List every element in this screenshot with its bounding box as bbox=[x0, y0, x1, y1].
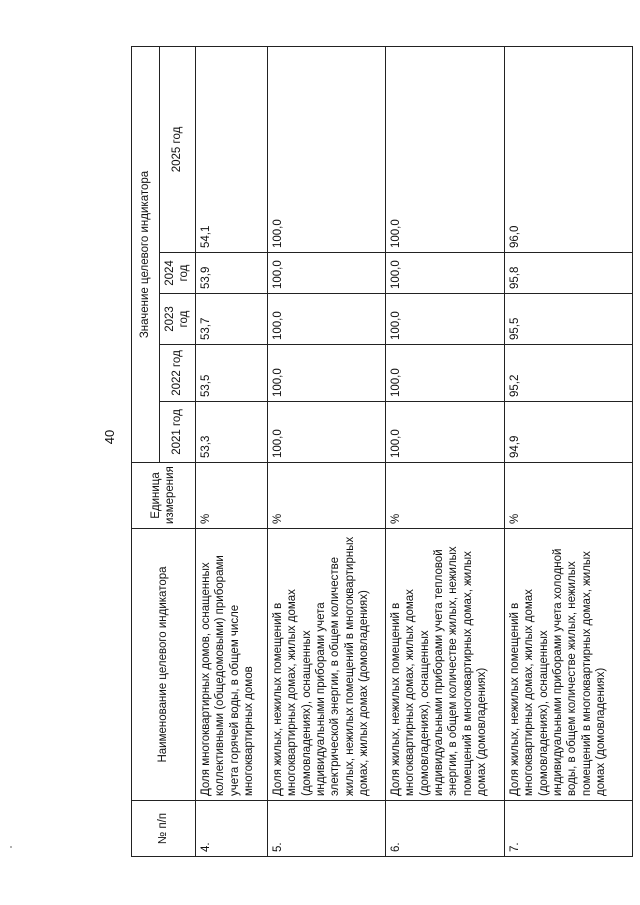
row-unit: % bbox=[267, 463, 385, 529]
row-value-2025: 54,1 bbox=[195, 46, 267, 252]
row-value-2024: 53,9 bbox=[195, 253, 267, 294]
scan-dot bbox=[10, 846, 12, 848]
row-unit: % bbox=[385, 463, 504, 529]
row-indicator-name: Доля многоквартирных домов, оснащенных коллективными (общедомовыми) приборами учета горячей воды, в общем числе многоквартирных домов bbox=[195, 529, 267, 801]
header-year-2023: 2023 год bbox=[160, 294, 196, 345]
row-value-2022: 53,5 bbox=[195, 345, 267, 402]
header-year-2022: 2022 год bbox=[160, 345, 196, 402]
row-indicator-name: Доля жилых, нежилых помещений в многоквартирных домах, жилых домах (домовладениях), оснащенных индивидуальными приборами учета тепловой энергии, в общем количестве жилых, нежилых помещений в многоквартирных домах, жилых домах (домовладениях) bbox=[385, 529, 504, 801]
row-value-2022: 95,2 bbox=[504, 345, 632, 402]
row-value-2021: 100,0 bbox=[267, 402, 385, 463]
row-value-2023: 95,5 bbox=[504, 294, 632, 345]
header-unit: Единица измерения bbox=[132, 463, 196, 529]
table-row bbox=[504, 46, 632, 856]
header-year-2021: 2021 год bbox=[160, 402, 196, 463]
header-name: Наименование целевого индикатора bbox=[132, 529, 196, 801]
row-number: 5. bbox=[267, 801, 385, 857]
row-unit: % bbox=[195, 463, 267, 529]
row-indicator-name: Доля жилых, нежилых помещений в многоквартирных домах, жилых домах (домовладениях), оснащенных индивидуальными приборами учета холодной воды, в общем количестве жилых, нежилых помещений в многоквартирных домах, жилых домах (домовладениях) bbox=[504, 529, 632, 801]
row-value-2023: 100,0 bbox=[385, 294, 504, 345]
row-indicator-name: Доля жилых, нежилых помещений в многоквартирных домах, жилых домах (домовладениях), оснащенных индивидуальными приборами учета электрической энергии, в общем количестве жилых, нежилых помещений в многоквартирных домах, жилых домах (домовладениях) bbox=[267, 529, 385, 801]
row-value-2022: 100,0 bbox=[267, 345, 385, 402]
header-num: № п/п bbox=[132, 801, 196, 857]
rotated-table-container bbox=[131, 37, 619, 857]
row-value-2025: 96,0 bbox=[504, 46, 632, 252]
header-year-2024: 2024 год bbox=[160, 253, 196, 294]
table-row bbox=[385, 46, 504, 856]
row-number: 7. bbox=[504, 801, 632, 857]
header-row-top bbox=[132, 46, 160, 856]
row-value-2025: 100,0 bbox=[267, 46, 385, 252]
row-value-2023: 53,7 bbox=[195, 294, 267, 345]
row-value-2021: 100,0 bbox=[385, 402, 504, 463]
row-value-2024: 100,0 bbox=[385, 253, 504, 294]
page-number: 40 bbox=[102, 429, 117, 445]
row-value-2023: 100,0 bbox=[267, 294, 385, 345]
row-value-2021: 53,3 bbox=[195, 402, 267, 463]
row-value-2024: 95,8 bbox=[504, 253, 632, 294]
header-target-value: Значение целевого индикатора bbox=[132, 46, 160, 462]
table-row bbox=[195, 46, 267, 856]
indicators-table bbox=[131, 46, 633, 857]
header-year-2025: 2025 год bbox=[160, 46, 196, 252]
row-number: 4. bbox=[195, 801, 267, 857]
row-value-2021: 94,9 bbox=[504, 402, 632, 463]
table-row bbox=[267, 46, 385, 856]
row-value-2025: 100,0 bbox=[385, 46, 504, 252]
row-number: 6. bbox=[385, 801, 504, 857]
row-value-2022: 100,0 bbox=[385, 345, 504, 402]
row-unit: % bbox=[504, 463, 632, 529]
row-value-2024: 100,0 bbox=[267, 253, 385, 294]
